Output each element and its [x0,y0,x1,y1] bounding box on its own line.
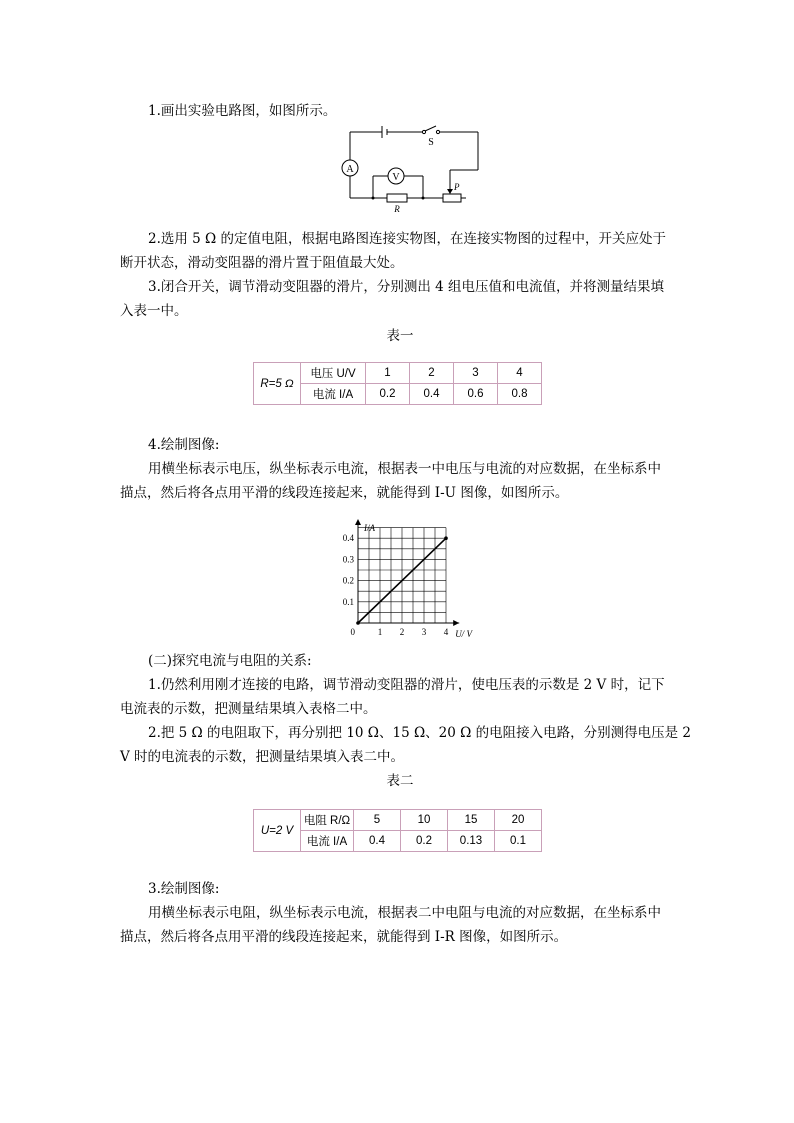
table1-cell: 0.4 [410,384,454,405]
table-row [254,363,542,384]
step4-line1: 用横坐标表示电压，纵坐标表示电流，根据表一中电压与电流的对应数据，在坐标系中 [148,461,661,477]
slider-arrow [447,189,453,194]
table2-cell: 0.1 [495,831,542,852]
table1 [253,362,542,405]
switch-contact [436,130,439,133]
s2-step2-line2: V 时的电流表的示数，把测量结果填入表二中。 [120,749,405,765]
table2-row1-label: 电阻 R/Ω [301,810,354,831]
table2 [253,809,542,852]
switch-label: S [428,137,434,148]
step4-line2: 描点，然后将各点用平滑的线段连接起来，就能得到 I-U 图像，如图所示。 [120,485,569,501]
section2-title: (二)探究电流与电阻的关系: [148,653,312,669]
table1-cell: 3 [454,363,498,384]
y-tick-label: 0.1 [342,596,354,607]
data-point [356,621,360,625]
y-axis-label: I/A [364,523,375,533]
ammeter-label: A [346,164,354,175]
x-axis-label: U/ V [455,629,472,639]
step3-line1: 3.闭合开关，调节滑动变阻器的滑片，分别测出 4 组电压值和电流值，并将测量结果填 [148,279,665,295]
s2-step1-line2: 电流表的示数，把测量结果填入表格二中。 [120,701,377,717]
circuit-diagram [330,122,500,214]
x-tick-label: 3 [421,627,427,637]
table1-cell: 0.2 [366,384,410,405]
step1-text: 1.画出实验电路图，如图所示。 [148,103,337,119]
table2-cell: 0.13 [448,831,495,852]
table1-cell: 0.8 [498,384,542,405]
s2-step3-title: 3.绘制图像: [148,881,220,897]
table1-row1-label: 电压 U/V [301,363,366,384]
table2-title: 表二 [386,773,414,789]
iu-chart [330,505,490,640]
table2-cell: 5 [354,810,401,831]
table1-row2-label: 电流 I/A [301,384,366,405]
junction-dot [372,197,375,200]
junction-dot [422,197,425,200]
y-tick-label: 0.4 [342,533,354,544]
y-tick-label: 0.3 [342,554,354,565]
table2-cell: 0.4 [354,831,401,852]
s2-step2-line1: 2.把 5 Ω 的电阻取下，再分别把 10 Ω、15 Ω、20 Ω 的电阻接入电路，分别测得电压是 2 [148,725,691,741]
table1-title: 表一 [386,328,414,344]
switch-blade [425,126,436,131]
table2-cell: 15 [448,810,495,831]
table1-cell: 2 [410,363,454,384]
y-axis-arrow [355,519,361,525]
table-row [254,810,542,831]
x-tick-label: 1 [377,627,383,637]
slider-label: P [454,182,460,192]
table1-condition: R=5 Ω [260,377,294,390]
y-tick-label: 0.2 [342,575,354,586]
table2-row2-label: 电流 I/A [301,831,354,852]
table2-cell: 20 [495,810,542,831]
step3-line2: 入表一中。 [120,303,188,319]
step2-line2: 断开状态，滑动变阻器的滑片置于阻值最大处。 [120,255,404,271]
resistor-label: R [394,204,400,214]
s2-step1-line1: 1.仍然利用刚才连接的电路，调节滑动变阻器的滑片，使电压表的示数是 2 V 时，记下 [148,677,665,693]
rheostat [443,194,461,202]
x-axis-arrow [453,620,459,626]
x-tick-label: 4 [443,627,449,637]
voltmeter-label: V [392,172,400,183]
table1-cell: 1 [366,363,410,384]
step4-title: 4.绘制图像: [148,437,220,453]
x-tick-label: 2 [399,627,405,637]
origin-label: 0 [350,627,355,637]
table1-cell: 0.6 [454,384,498,405]
resistor-r [387,194,407,202]
data-point [444,536,448,540]
s2-step3-line1: 用横坐标表示电阻，纵坐标表示电流，根据表二中电阻与电流的对应数据，在坐标系中 [148,905,661,921]
step2-line1: 2.选用 5 Ω 的定值电阻，根据电路图连接实物图，在连接实物图的过程中，开关应处于 [148,231,667,247]
table2-condition: U=2 V [260,824,294,837]
table2-cell: 0.2 [401,831,448,852]
table1-cell: 4 [498,363,542,384]
s2-step3-line2: 描点，然后将各点用平滑的线段连接起来，就能得到 I-R 图像，如图所示。 [120,929,568,945]
table2-cell: 10 [401,810,448,831]
